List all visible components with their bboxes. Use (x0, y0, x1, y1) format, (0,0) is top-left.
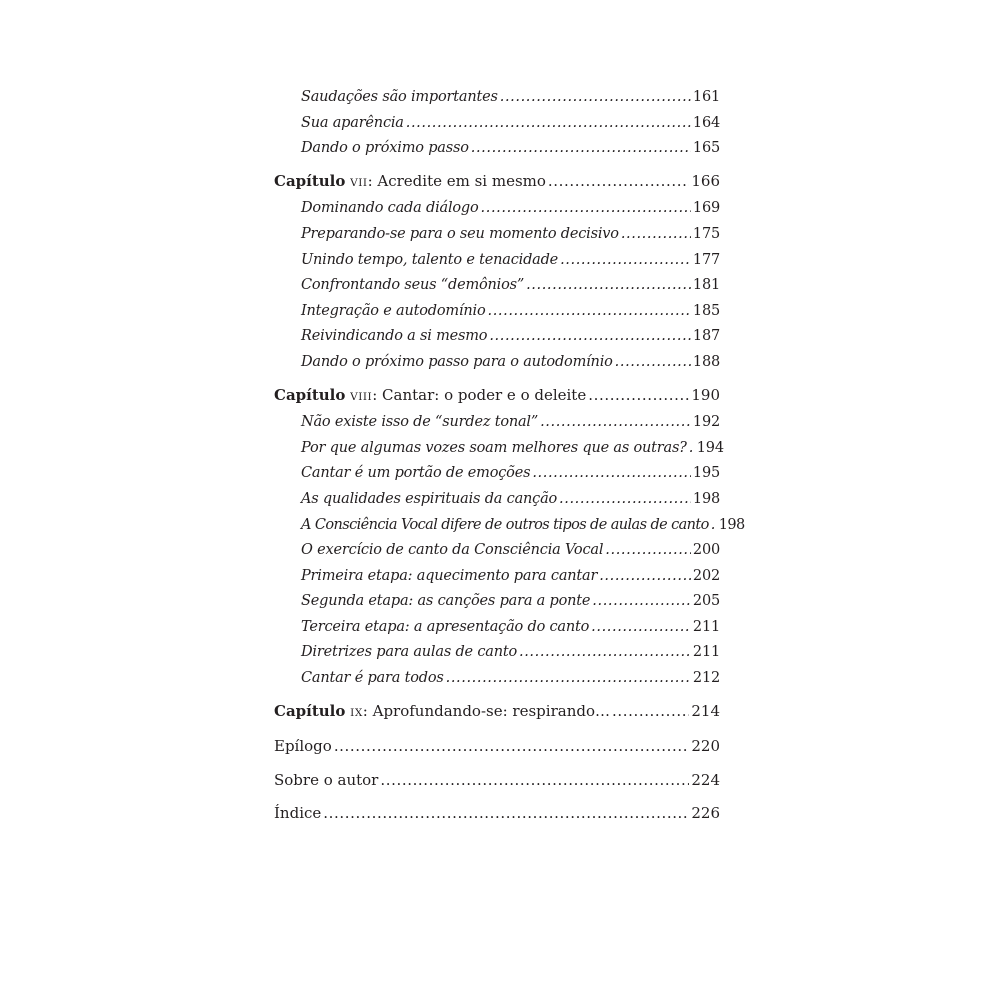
toc-entry (274, 299, 720, 325)
chapter-title: : Cantar: o poder e o deleite (372, 385, 587, 404)
dot-leader (526, 273, 691, 299)
dot-leader (599, 564, 691, 590)
toc-entry (274, 222, 720, 248)
chapter-number: VII (350, 176, 368, 189)
page-number: 211 (692, 644, 720, 661)
page-number: 200 (692, 542, 720, 559)
entry-title: Cantar é um portão de emoções (301, 465, 531, 482)
entry-title: Não existe isso de “surdez tonal” (301, 414, 539, 431)
dot-leader (588, 383, 689, 409)
toc-entry (274, 324, 720, 350)
page-number: 166 (691, 171, 720, 190)
page-number: 161 (692, 89, 720, 105)
chapter-word: Capítulo (274, 701, 346, 720)
dot-leader (689, 436, 695, 462)
dot-leader (323, 801, 689, 827)
dot-leader (334, 734, 690, 760)
toc-entry (274, 85, 720, 111)
toc-chapter-entry (274, 383, 720, 411)
page-number: 211 (692, 618, 720, 635)
toc-entry (274, 589, 720, 615)
chapter-heading (274, 699, 610, 727)
dot-leader (612, 699, 689, 725)
page-number: 165 (692, 140, 720, 157)
chapter-title: : Acredite em si mesmo (367, 171, 546, 190)
page-number: 194 (696, 439, 724, 456)
chapter-heading (274, 169, 546, 197)
page-number: 177 (692, 251, 720, 268)
page-number: 164 (692, 114, 720, 131)
dot-leader (560, 248, 691, 274)
toc-main-entry (274, 734, 720, 760)
entry-title: Primeira etapa: aquecimento para cantar (301, 567, 598, 584)
dot-leader (548, 169, 689, 195)
toc-entry (274, 538, 720, 564)
toc-entry (274, 461, 720, 487)
page-number: 181 (692, 277, 720, 294)
page-number: 195 (692, 465, 720, 482)
toc-entry (274, 564, 720, 590)
page-number: 185 (692, 302, 720, 319)
page-number: 187 (692, 328, 720, 345)
entry-title: As qualidades espirituais da canção (301, 490, 558, 507)
dot-leader (406, 111, 691, 137)
page-number: 226 (691, 804, 720, 823)
dot-leader (591, 615, 691, 641)
dot-leader (446, 666, 691, 692)
chapter-word: Capítulo (274, 385, 346, 404)
page-number: 202 (692, 567, 720, 584)
toc-entry (274, 513, 745, 539)
toc-main-entry (274, 801, 720, 827)
page-number: 190 (691, 385, 720, 404)
page-number: 192 (692, 414, 720, 431)
toc-chapter-entry (274, 169, 720, 197)
entry-title: Por que algumas vozes soam melhores que as outras? (301, 439, 687, 456)
entry-title: O exercício de canto da Consciência Vocal (301, 542, 604, 559)
toc-entry (274, 615, 720, 641)
toc-entry (274, 196, 720, 222)
page-number: 198 (692, 490, 720, 507)
entry-title: Preparando-se para o seu momento decisivo (301, 225, 619, 242)
entry-title: Segunda etapa: as canções para a ponte (301, 593, 591, 610)
toc-chapter-entry (274, 699, 720, 727)
entry-title: Sobre o autor (274, 770, 379, 789)
toc-entry (274, 410, 720, 436)
entry-title: Dando o próximo passo para o autodomínio (301, 353, 613, 370)
toc-entry (274, 436, 724, 462)
dot-leader (519, 640, 691, 666)
dot-leader (481, 196, 691, 222)
toc-entry (274, 350, 720, 376)
page-number: 214 (691, 701, 720, 720)
entry-title: Dando o próximo passo (301, 140, 469, 157)
dot-leader (487, 299, 690, 325)
page-number: 220 (691, 737, 720, 756)
entry-title: Índice (274, 804, 322, 823)
dot-leader (489, 324, 691, 350)
dot-leader (615, 350, 691, 376)
toc-entry (274, 248, 720, 274)
page-number: 205 (692, 593, 720, 610)
page-number: 175 (692, 225, 720, 242)
toc-entry (274, 640, 720, 666)
dot-leader (380, 768, 689, 794)
page-number: 198 (718, 516, 745, 533)
dot-leader (532, 461, 691, 487)
dot-leader (559, 487, 691, 513)
page-number: 188 (692, 353, 720, 370)
dot-leader (711, 513, 717, 539)
toc-entry (274, 487, 720, 513)
dot-leader (500, 85, 691, 111)
entry-title: Unindo tempo, talento e tenacidade (301, 251, 559, 268)
chapter-title: : Aprofundando-se: respirando… (362, 701, 610, 720)
page-number: 224 (691, 770, 720, 789)
entry-title: Terceira etapa: a apresentação do canto (301, 618, 590, 635)
dot-leader (592, 589, 691, 615)
toc-entry (274, 273, 720, 299)
table-of-contents (274, 85, 745, 827)
chapter-number: IX (350, 706, 363, 719)
entry-title: Saudações são importantes (301, 89, 498, 105)
entry-title: Epílogo (274, 737, 332, 756)
toc-entry (274, 111, 720, 137)
dot-leader (621, 222, 691, 248)
page-number: 169 (692, 200, 720, 217)
dot-leader (540, 410, 691, 436)
entry-title: Integração e autodomínio (301, 302, 486, 319)
entry-title: Diretrizes para aulas de canto (301, 644, 518, 661)
chapter-heading (274, 383, 586, 411)
entry-title: Confrontando seus “demônios” (301, 277, 525, 294)
chapter-number: VIII (350, 390, 373, 403)
toc-main-entry (274, 768, 720, 794)
toc-entry (274, 136, 720, 162)
toc-entry (274, 666, 720, 692)
entry-title: Reivindicando a si mesmo (301, 328, 488, 345)
entry-title: Sua aparência (301, 114, 404, 131)
chapter-word: Capítulo (274, 171, 346, 190)
dot-leader (605, 538, 691, 564)
entry-title: Dominando cada diálogo (301, 200, 479, 217)
entry-title: A Consciência Vocal difere de outros tipos de aulas de canto (301, 516, 709, 533)
page-number: 212 (692, 670, 720, 687)
dot-leader (471, 136, 691, 162)
entry-title: Cantar é para todos (301, 670, 444, 687)
